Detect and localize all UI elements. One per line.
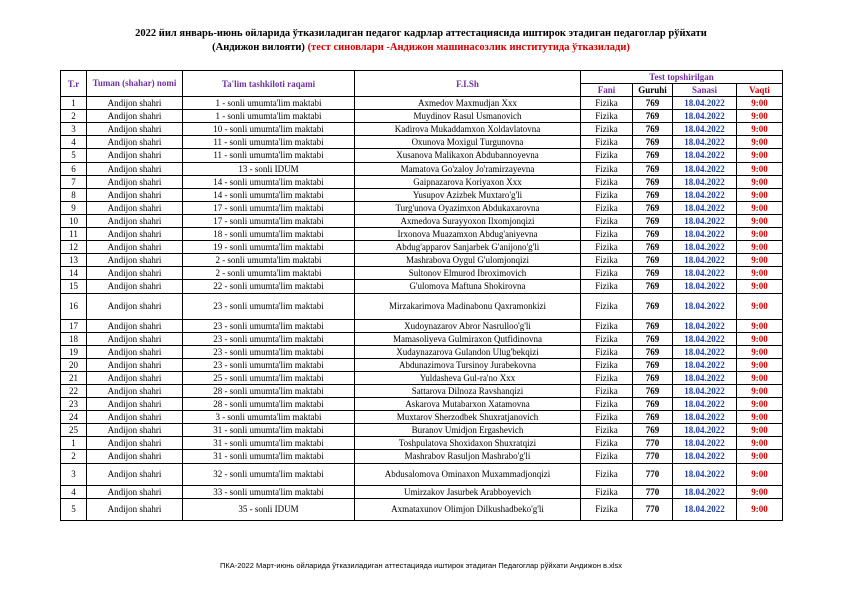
cell-guruhi: 769: [633, 345, 673, 358]
table-row: [61, 149, 783, 162]
cell-fani: Fizika: [581, 411, 633, 424]
cell-fish: Muydinov Rasul Usmanovich: [355, 110, 581, 123]
cell-talim: 28 - sonli umumta'lim maktabi: [183, 398, 355, 411]
header-tuman: Tuman (shahar) nomi: [87, 71, 183, 97]
cell-sana: 18.04.2022: [673, 136, 737, 149]
cell-talim: 13 - sonli IDUM: [183, 162, 355, 175]
table-row: [61, 358, 783, 371]
cell-vaqt: 9:00: [737, 319, 783, 332]
cell-vaqt: 9:00: [737, 332, 783, 345]
cell-talim: 2 - sonli umumta'lim maktabi: [183, 267, 355, 280]
cell-tr: 4: [61, 485, 87, 498]
cell-vaqt: 9:00: [737, 450, 783, 463]
cell-sana: 18.04.2022: [673, 254, 737, 267]
cell-guruhi: 769: [633, 162, 673, 175]
cell-vaqt: 9:00: [737, 188, 783, 201]
title-line-1: 2022 йил январь-июнь ойларида ўтказиладиган педагог кадрлар аттестациясида иштирок этадиган педагоглар рўйхати: [135, 28, 707, 39]
cell-fani: Fizika: [581, 450, 633, 463]
table-row: [61, 437, 783, 450]
cell-talim: 31 - sonli umumta'lim maktabi: [183, 424, 355, 437]
cell-sana: 18.04.2022: [673, 149, 737, 162]
cell-fish: Xudaynazarova Gulandon Ulug'bekqizi: [355, 345, 581, 358]
header-sanasi: Sanasi: [673, 84, 737, 97]
cell-guruhi: 769: [633, 175, 673, 188]
cell-fish: Mirzakarimova Madinabonu Qaxramonkizi: [355, 293, 581, 319]
cell-tuman: Andijon shahri: [87, 485, 183, 498]
cell-talim: 23 - sonli umumta'lim maktabi: [183, 319, 355, 332]
header-guruhi: Guruhi: [633, 84, 673, 97]
cell-fani: Fizika: [581, 485, 633, 498]
cell-sana: 18.04.2022: [673, 201, 737, 214]
cell-talim: 32 - sonli umumta'lim maktabi: [183, 463, 355, 485]
table-row: [61, 228, 783, 241]
cell-tr: 14: [61, 267, 87, 280]
cell-fish: Axmedov Maxmudjan Xxx: [355, 97, 581, 110]
cell-vaqt: 9:00: [737, 498, 783, 520]
cell-talim: 10 - sonli umumta'lim maktabi: [183, 123, 355, 136]
table-row: [61, 332, 783, 345]
table-row: [61, 241, 783, 254]
cell-talim: 22 - sonli umumta'lim maktabi: [183, 280, 355, 293]
cell-sana: 18.04.2022: [673, 345, 737, 358]
cell-fani: Fizika: [581, 188, 633, 201]
cell-sana: 18.04.2022: [673, 398, 737, 411]
cell-sana: 18.04.2022: [673, 110, 737, 123]
cell-guruhi: 770: [633, 498, 673, 520]
cell-guruhi: 769: [633, 267, 673, 280]
table-row: [61, 424, 783, 437]
cell-vaqt: 9:00: [737, 110, 783, 123]
cell-tr: 5: [61, 149, 87, 162]
cell-tuman: Andijon shahri: [87, 188, 183, 201]
cell-tuman: Andijon shahri: [87, 280, 183, 293]
cell-vaqt: 9:00: [737, 371, 783, 384]
table-row: [61, 450, 783, 463]
cell-talim: 31 - sonli umumta'lim maktabi: [183, 437, 355, 450]
cell-sana: 18.04.2022: [673, 384, 737, 397]
cell-tuman: Andijon shahri: [87, 241, 183, 254]
cell-guruhi: 769: [633, 411, 673, 424]
cell-sana: 18.04.2022: [673, 293, 737, 319]
cell-fani: Fizika: [581, 345, 633, 358]
cell-vaqt: 9:00: [737, 97, 783, 110]
cell-tuman: Andijon shahri: [87, 358, 183, 371]
cell-tr: 3: [61, 123, 87, 136]
cell-vaqt: 9:00: [737, 162, 783, 175]
cell-fani: Fizika: [581, 319, 633, 332]
cell-tuman: Andijon shahri: [87, 293, 183, 319]
file-footer: ПКА-2022 Март-июнь ойларида ўтказиладиган аттестацияда иштирок этадиган Педагоглар рўйхати Андижон в.xlsx: [219, 561, 623, 570]
cell-fani: Fizika: [581, 254, 633, 267]
cell-tr: 6: [61, 162, 87, 175]
cell-guruhi: 770: [633, 485, 673, 498]
cell-tuman: Andijon shahri: [87, 345, 183, 358]
cell-fish: Gaipnazarova Koriyaxon Xxx: [355, 175, 581, 188]
cell-sana: 18.04.2022: [673, 319, 737, 332]
cell-guruhi: 769: [633, 332, 673, 345]
header-tr: T.r: [61, 71, 87, 97]
header-fani: Fani: [581, 84, 633, 97]
cell-tr: 10: [61, 214, 87, 227]
cell-tuman: Andijon shahri: [87, 201, 183, 214]
cell-sana: 18.04.2022: [673, 267, 737, 280]
table-row: [61, 280, 783, 293]
cell-sana: 18.04.2022: [673, 214, 737, 227]
cell-vaqt: 9:00: [737, 280, 783, 293]
cell-sana: 18.04.2022: [673, 411, 737, 424]
cell-fani: Fizika: [581, 424, 633, 437]
cell-vaqt: 9:00: [737, 463, 783, 485]
cell-tuman: Andijon shahri: [87, 254, 183, 267]
cell-tuman: Andijon shahri: [87, 463, 183, 485]
cell-fani: Fizika: [581, 398, 633, 411]
cell-tr: 11: [61, 228, 87, 241]
cell-tuman: Andijon shahri: [87, 437, 183, 450]
cell-talim: 14 - sonli umumta'lim maktabi: [183, 175, 355, 188]
cell-sana: 18.04.2022: [673, 485, 737, 498]
table-row: [61, 498, 783, 520]
table-body: [61, 97, 783, 521]
cell-fani: Fizika: [581, 358, 633, 371]
cell-talim: 3 - sonli umumta'lim maktabi: [183, 411, 355, 424]
cell-fish: Mamasoliyeva Gulmiraxon Qutfidinovna: [355, 332, 581, 345]
cell-sana: 18.04.2022: [673, 123, 737, 136]
cell-talim: 35 - sonli IDUM: [183, 498, 355, 520]
cell-tr: 21: [61, 371, 87, 384]
cell-guruhi: 769: [633, 241, 673, 254]
cell-fani: Fizika: [581, 149, 633, 162]
cell-tr: 17: [61, 319, 87, 332]
cell-vaqt: 9:00: [737, 228, 783, 241]
cell-vaqt: 9:00: [737, 149, 783, 162]
cell-guruhi: 769: [633, 188, 673, 201]
cell-vaqt: 9:00: [737, 424, 783, 437]
cell-fani: Fizika: [581, 228, 633, 241]
cell-tr: 13: [61, 254, 87, 267]
cell-fish: Askarova Mutabarxon Xatamovna: [355, 398, 581, 411]
header-test: Test topshirilgan: [581, 71, 783, 84]
cell-fish: Irxonova Muazamxon Abdug'aniyevna: [355, 228, 581, 241]
cell-fish: Yuldasheva Gul-ra'no Xxx: [355, 371, 581, 384]
cell-sana: 18.04.2022: [673, 450, 737, 463]
cell-vaqt: 9:00: [737, 485, 783, 498]
cell-tuman: Andijon shahri: [87, 149, 183, 162]
cell-tuman: Andijon shahri: [87, 175, 183, 188]
cell-talim: 23 - sonli umumta'lim maktabi: [183, 345, 355, 358]
cell-tr: 23: [61, 398, 87, 411]
cell-talim: 31 - sonli umumta'lim maktabi: [183, 450, 355, 463]
cell-fani: Fizika: [581, 371, 633, 384]
cell-guruhi: 769: [633, 123, 673, 136]
cell-talim: 23 - sonli umumta'lim maktabi: [183, 332, 355, 345]
cell-tr: 24: [61, 411, 87, 424]
cell-tuman: Andijon shahri: [87, 267, 183, 280]
document-title: [40, 27, 802, 55]
cell-talim: 17 - sonli umumta'lim maktabi: [183, 214, 355, 227]
title-venue: (тест синовлари -Андижон машинасозлик институтида ўтказилади): [304, 42, 630, 53]
cell-tr: 2: [61, 110, 87, 123]
cell-tr: 4: [61, 136, 87, 149]
cell-guruhi: 769: [633, 136, 673, 149]
cell-tuman: Andijon shahri: [87, 411, 183, 424]
cell-talim: 33 - sonli umumta'lim maktabi: [183, 485, 355, 498]
header-vaqti: Vaqti: [737, 84, 783, 97]
cell-fish: Sattarova Dilnoza Ravshanqizi: [355, 384, 581, 397]
table-row: [61, 175, 783, 188]
table-row: [61, 463, 783, 485]
cell-fani: Fizika: [581, 136, 633, 149]
cell-fish: Sultonov Elmurod Ibroximovich: [355, 267, 581, 280]
cell-tuman: Andijon shahri: [87, 228, 183, 241]
cell-tr: 1: [61, 437, 87, 450]
cell-fani: Fizika: [581, 214, 633, 227]
cell-tuman: Andijon shahri: [87, 450, 183, 463]
cell-guruhi: 769: [633, 149, 673, 162]
header-fish: F.I.Sh: [355, 71, 581, 97]
cell-tr: 19: [61, 345, 87, 358]
cell-sana: 18.04.2022: [673, 280, 737, 293]
cell-fish: Mamatova Go'zaloy Jo'ramirzayevna: [355, 162, 581, 175]
cell-tr: 25: [61, 424, 87, 437]
cell-guruhi: 770: [633, 450, 673, 463]
cell-guruhi: 769: [633, 214, 673, 227]
cell-vaqt: 9:00: [737, 358, 783, 371]
cell-fani: Fizika: [581, 241, 633, 254]
cell-vaqt: 9:00: [737, 345, 783, 358]
cell-talim: 11 - sonli umumta'lim maktabi: [183, 136, 355, 149]
table-row: [61, 398, 783, 411]
cell-vaqt: 9:00: [737, 398, 783, 411]
cell-tuman: Andijon shahri: [87, 371, 183, 384]
cell-guruhi: 769: [633, 97, 673, 110]
cell-fish: G'ulomova Maftuna Shokirovna: [355, 280, 581, 293]
cell-fani: Fizika: [581, 97, 633, 110]
cell-guruhi: 769: [633, 254, 673, 267]
cell-vaqt: 9:00: [737, 437, 783, 450]
cell-vaqt: 9:00: [737, 241, 783, 254]
cell-fani: Fizika: [581, 201, 633, 214]
cell-fani: Fizika: [581, 175, 633, 188]
cell-vaqt: 9:00: [737, 384, 783, 397]
cell-tr: 7: [61, 175, 87, 188]
cell-fish: Oxunova Moxigul Turgunovna: [355, 136, 581, 149]
cell-tr: 18: [61, 332, 87, 345]
cell-fish: Abdunazimova Tursinoy Jurabekovna: [355, 358, 581, 371]
table-row: [61, 411, 783, 424]
cell-guruhi: 769: [633, 319, 673, 332]
table-row: [61, 214, 783, 227]
table-row: [61, 254, 783, 267]
cell-sana: 18.04.2022: [673, 437, 737, 450]
cell-sana: 18.04.2022: [673, 162, 737, 175]
table-row: [61, 371, 783, 384]
table-header: [61, 71, 783, 97]
cell-tr: 15: [61, 280, 87, 293]
cell-tr: 9: [61, 201, 87, 214]
table-row: [61, 136, 783, 149]
cell-tuman: Andijon shahri: [87, 97, 183, 110]
cell-fish: Axmataxunov Olimjon Dilkushadbeko'g'li: [355, 498, 581, 520]
cell-tuman: Andijon shahri: [87, 110, 183, 123]
cell-vaqt: 9:00: [737, 267, 783, 280]
cell-talim: 23 - sonli umumta'lim maktabi: [183, 293, 355, 319]
cell-tuman: Andijon shahri: [87, 498, 183, 520]
cell-sana: 18.04.2022: [673, 358, 737, 371]
cell-talim: 2 - sonli umumta'lim maktabi: [183, 254, 355, 267]
cell-sana: 18.04.2022: [673, 498, 737, 520]
cell-talim: 17 - sonli umumta'lim maktabi: [183, 201, 355, 214]
cell-tr: 3: [61, 463, 87, 485]
table-row: [61, 201, 783, 214]
cell-fish: Buranov Umidjon Ergashevich: [355, 424, 581, 437]
cell-fish: Kadirova Mukaddamxon Xoldavlatovna: [355, 123, 581, 136]
table-row: [61, 110, 783, 123]
cell-vaqt: 9:00: [737, 293, 783, 319]
cell-guruhi: 769: [633, 371, 673, 384]
cell-fish: Abdusalomova Ominaxon Muxammadjonqizi: [355, 463, 581, 485]
cell-sana: 18.04.2022: [673, 463, 737, 485]
cell-tr: 2: [61, 450, 87, 463]
cell-guruhi: 769: [633, 201, 673, 214]
cell-sana: 18.04.2022: [673, 424, 737, 437]
table-row: [61, 97, 783, 110]
cell-fani: Fizika: [581, 123, 633, 136]
table-row: [61, 345, 783, 358]
cell-fani: Fizika: [581, 384, 633, 397]
cell-vaqt: 9:00: [737, 136, 783, 149]
cell-sana: 18.04.2022: [673, 188, 737, 201]
cell-vaqt: 9:00: [737, 254, 783, 267]
cell-talim: 18 - sonli umumta'lim maktabi: [183, 228, 355, 241]
cell-talim: 28 - sonli umumta'lim maktabi: [183, 384, 355, 397]
table-row: [61, 384, 783, 397]
cell-fani: Fizika: [581, 332, 633, 345]
cell-guruhi: 769: [633, 398, 673, 411]
cell-guruhi: 769: [633, 358, 673, 371]
cell-fish: Axmedova Surayyoxon Ilxomjonqizi: [355, 214, 581, 227]
table-row: [61, 162, 783, 175]
cell-tr: 16: [61, 293, 87, 319]
cell-guruhi: 769: [633, 110, 673, 123]
cell-fani: Fizika: [581, 110, 633, 123]
cell-fani: Fizika: [581, 463, 633, 485]
participants-table: [60, 70, 783, 521]
cell-fani: Fizika: [581, 498, 633, 520]
cell-fish: Turg'unova Oyazimxon Abdukaxarovna: [355, 201, 581, 214]
cell-talim: 19 - sonli umumta'lim maktabi: [183, 241, 355, 254]
cell-fani: Fizika: [581, 162, 633, 175]
cell-vaqt: 9:00: [737, 201, 783, 214]
table-row: [61, 485, 783, 498]
cell-tr: 12: [61, 241, 87, 254]
cell-guruhi: 769: [633, 384, 673, 397]
cell-tuman: Andijon shahri: [87, 384, 183, 397]
cell-tr: 8: [61, 188, 87, 201]
cell-talim: 14 - sonli umumta'lim maktabi: [183, 188, 355, 201]
cell-sana: 18.04.2022: [673, 371, 737, 384]
cell-fish: Toshpulatova Shoxidaxon Shuxratqizi: [355, 437, 581, 450]
cell-tuman: Andijon shahri: [87, 123, 183, 136]
cell-tuman: Andijon shahri: [87, 424, 183, 437]
cell-fish: Yusupov Azizbek Muxtaro'g'li: [355, 188, 581, 201]
cell-fani: Fizika: [581, 267, 633, 280]
cell-talim: 11 - sonli umumta'lim maktabi: [183, 149, 355, 162]
cell-fani: Fizika: [581, 293, 633, 319]
cell-fish: Muxtarov Sherzodbek Shuxratjanovich: [355, 411, 581, 424]
cell-vaqt: 9:00: [737, 214, 783, 227]
cell-talim: 1 - sonli umumta'lim maktabi: [183, 110, 355, 123]
cell-tuman: Andijon shahri: [87, 214, 183, 227]
table-row: [61, 319, 783, 332]
cell-talim: 25 - sonli umumta'lim maktabi: [183, 371, 355, 384]
cell-guruhi: 769: [633, 293, 673, 319]
cell-tuman: Andijon shahri: [87, 398, 183, 411]
cell-guruhi: 770: [633, 463, 673, 485]
cell-fish: Xudoynazarov Abror Nasrulloo'g'li: [355, 319, 581, 332]
cell-tuman: Andijon shahri: [87, 332, 183, 345]
cell-sana: 18.04.2022: [673, 241, 737, 254]
table-row: [61, 293, 783, 319]
cell-tr: 22: [61, 384, 87, 397]
header-talim: Ta'lim tashkiloti raqami: [183, 71, 355, 97]
cell-fish: Mashrabov Rasuljon Mashrabo'g'li: [355, 450, 581, 463]
cell-guruhi: 770: [633, 437, 673, 450]
table-row: [61, 123, 783, 136]
cell-fani: Fizika: [581, 437, 633, 450]
cell-sana: 18.04.2022: [673, 228, 737, 241]
cell-talim: 1 - sonli umumta'lim maktabi: [183, 97, 355, 110]
cell-tr: 5: [61, 498, 87, 520]
cell-talim: 23 - sonli umumta'lim maktabi: [183, 358, 355, 371]
table-row: [61, 188, 783, 201]
title-line-2: [40, 41, 802, 55]
cell-tr: 1: [61, 97, 87, 110]
cell-tuman: Andijon shahri: [87, 319, 183, 332]
cell-sana: 18.04.2022: [673, 332, 737, 345]
cell-guruhi: 769: [633, 228, 673, 241]
cell-vaqt: 9:00: [737, 123, 783, 136]
cell-tuman: Andijon shahri: [87, 136, 183, 149]
cell-fish: Umirzakov Jasurbek Arabboyevich: [355, 485, 581, 498]
cell-vaqt: 9:00: [737, 411, 783, 424]
cell-fish: Xusanova Malikaxon Abdubannoyevna: [355, 149, 581, 162]
cell-fani: Fizika: [581, 280, 633, 293]
title-region: (Андижон вилояти): [212, 42, 305, 53]
cell-tuman: Andijon shahri: [87, 162, 183, 175]
cell-fish: Mashrabova Oygul G'ulomjonqizi: [355, 254, 581, 267]
cell-vaqt: 9:00: [737, 175, 783, 188]
cell-sana: 18.04.2022: [673, 97, 737, 110]
cell-sana: 18.04.2022: [673, 175, 737, 188]
table-row: [61, 267, 783, 280]
cell-tr: 20: [61, 358, 87, 371]
cell-guruhi: 769: [633, 280, 673, 293]
cell-fish: Abdug'apparov Sanjarbek G'anijono'g'li: [355, 241, 581, 254]
cell-guruhi: 769: [633, 424, 673, 437]
